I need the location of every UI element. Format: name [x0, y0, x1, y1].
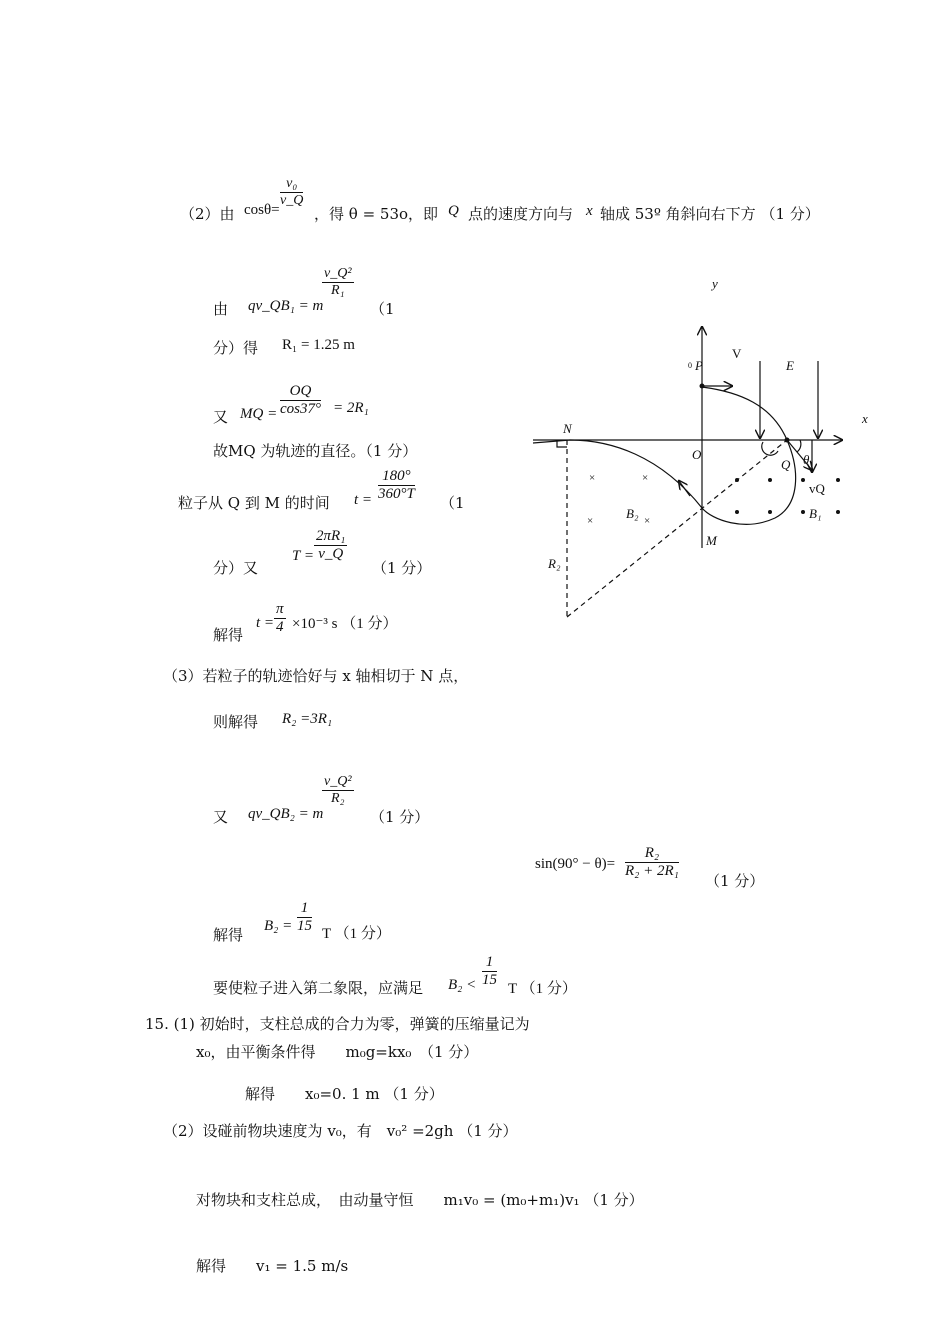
text: 解得 — [213, 926, 244, 944]
text: Q — [448, 203, 459, 219]
equation: sin(90° − θ)= — [535, 856, 616, 872]
label-r2: R₂ — [548, 556, 561, 571]
angle-arc — [797, 440, 801, 452]
equation: R₁ = 1.25 m — [282, 337, 355, 353]
score: （1 分） — [372, 559, 432, 577]
numerator: R₂ — [625, 845, 679, 863]
svg-text:×: × — [642, 472, 649, 484]
numerator: v₀ — [280, 176, 303, 193]
text: （3）若粒子的轨迹恰好与 x 轴相切于 N 点， — [163, 667, 469, 685]
numerator: π — [276, 601, 284, 617]
point-q — [785, 438, 790, 443]
label-b2: B₂ — [626, 506, 639, 521]
denominator: v_Q — [280, 193, 304, 208]
score: （1 分） — [370, 808, 430, 826]
denominator: 15 — [482, 972, 497, 988]
text: 分）得 — [213, 339, 259, 357]
label-e: E — [786, 358, 794, 373]
trajectory-arc — [533, 440, 702, 508]
motion-arrow — [679, 481, 690, 496]
equation: R₂ =3R₁ — [282, 711, 333, 727]
numerator: v_Q² — [324, 266, 352, 281]
text: 故MQ 为轨迹的直径。（1 分） — [213, 442, 418, 460]
denominator: R₂ — [331, 791, 345, 806]
denominator: cos37° — [280, 401, 321, 417]
cos-expr: cosθ= — [244, 202, 280, 218]
trajectory-parabola — [702, 387, 787, 440]
text: 对物块和支柱总成， 由动量守恒 m₁v₀ = (m₀+m₁)v₁ （1 分） — [196, 1191, 644, 1209]
denominator: 15 — [297, 918, 312, 934]
angle-arc — [762, 442, 778, 455]
svg-text:×: × — [589, 472, 596, 484]
text: ，得 θ = 53o，即 — [314, 205, 439, 223]
text: 又 — [213, 808, 229, 826]
text: 要使粒子进入第二象限，应满足 — [213, 979, 424, 997]
score: （1 — [440, 494, 465, 512]
label-o: O — [692, 447, 702, 462]
label-theta: θ — [803, 452, 810, 467]
numerator: 1 — [482, 954, 497, 972]
equation: B₂ = — [264, 918, 293, 934]
equation: qv_QB₁ = m — [248, 298, 324, 314]
label-p0: 0 — [688, 361, 692, 370]
part2-label: （2）由 — [180, 205, 235, 223]
equation: = 2R₁ — [333, 400, 369, 416]
label-q: Q — [781, 457, 791, 472]
text: 解得 x₀=0. 1 m （1 分） — [245, 1085, 444, 1103]
numerator: 180° — [378, 468, 415, 486]
label-b1: B₁ — [809, 506, 822, 521]
label-v: V — [732, 346, 742, 361]
text: x — [586, 203, 593, 219]
denominator: R₁ — [331, 283, 345, 298]
label-n: N — [563, 421, 572, 436]
equation: MQ = — [240, 406, 278, 422]
text: 点的速度方向与 — [468, 205, 574, 223]
numerator: 1 — [297, 900, 312, 918]
score: （1 分） — [705, 872, 765, 890]
label-x: x — [862, 411, 868, 426]
equation: t = — [354, 492, 373, 508]
svg-text:×: × — [587, 515, 594, 527]
denominator: R₂ + 2R₁ — [625, 863, 679, 879]
equation: B₂ < — [448, 977, 477, 993]
label-m: M — [706, 533, 717, 548]
denominator: 4 — [276, 619, 284, 635]
equation: t = — [256, 615, 275, 631]
text: 由 — [213, 300, 229, 318]
field-crosses — [587, 472, 650, 527]
equation: T （1 分） — [508, 981, 577, 997]
text: 分）又 — [213, 559, 259, 577]
denominator: v_Q — [318, 546, 344, 562]
label-p: P — [695, 358, 703, 373]
svg-text:×: × — [644, 515, 651, 527]
text: 粒子从 Q 到 M 的时间 — [178, 494, 330, 512]
equation: qv_QB₂ = m — [248, 806, 324, 822]
point-p — [700, 384, 705, 389]
text: 轴成 53º 角斜向右下方 （1 分） — [600, 205, 820, 223]
text: 则解得 — [213, 713, 259, 731]
numerator: v_Q² — [324, 774, 352, 789]
text: x₀，由平衡条件得 m₀g=kx₀ （1 分） — [196, 1043, 479, 1061]
trajectory-circle — [702, 440, 796, 524]
text: 解得 — [213, 626, 244, 644]
text: （2）设碰前物块速度为 v₀，有 v₀² =2gh （1 分） — [163, 1122, 518, 1140]
text: 解得 v₁ = 1.5 m/s — [196, 1257, 349, 1275]
score: （1 — [370, 300, 395, 318]
denominator: 360°T — [378, 486, 415, 502]
equation: T = — [292, 548, 314, 564]
label-y: y — [712, 276, 718, 291]
equation: ×10⁻³ s （1 分） — [292, 616, 398, 632]
diameter-dashed — [567, 440, 787, 617]
text: 15. (1) 初始时，支柱总成的合力为零，弹簧的压缩量记为 — [145, 1015, 530, 1033]
text: 又 — [213, 408, 229, 426]
label-vq: vQ — [809, 481, 825, 496]
numerator: OQ — [280, 383, 321, 401]
equation: T （1 分） — [322, 926, 391, 942]
numerator: 2πR₁ — [316, 528, 346, 544]
